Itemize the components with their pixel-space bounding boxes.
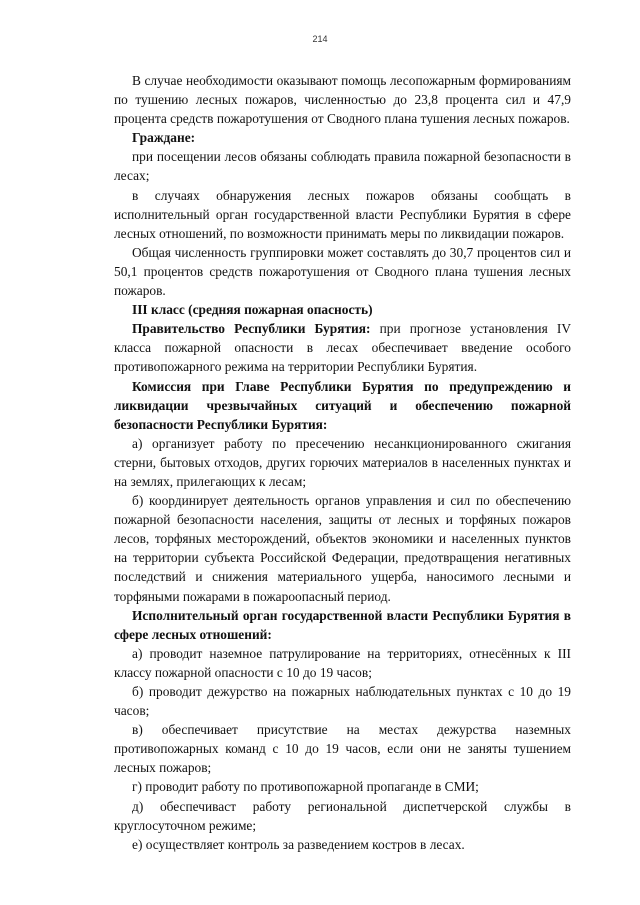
executive-heading: Исполнительный орган государственной власти Республики Бурятия в сфере лесных отношений: [114,607,571,642]
citizens-item: Общая численность группировки может составлять до 30,7 процентов сил и 50,1 процентов средств пожаротушения от Сводного плана тушения лесных пожаров. [114,244,571,299]
commission-item: б) координирует деятельность органов управления и сил по обеспечению пожарной безопасности населения, защиты от лесных и торфяных пожаров лесов, торфяных месторождений, объектов экономики и населенных пунктов на территории субъекта Российской Федерации, предотвращения негативных последствий и снижения материального ущерба, наносимого лесными и торфяными пожарами в пожароопасный период. [114,493,571,604]
government-heading: Правительство Республики Бурятия: [132,321,371,337]
executive-item: г) проводит работу по противопожарной пропаганде в СМИ; [132,779,479,795]
section-title: III класс (средняя пожарная опасность) [132,302,373,318]
page-number: 214 [312,34,328,44]
citizens-heading: Граждане: [132,130,196,146]
executive-item: д) обеспечиваст работу региональной диспетчерской службы в круглосуточном режиме; [114,798,571,833]
government-paragraph [114,319,571,376]
commission-heading: Комиссия при Главе Республики Бурятия по предупреждению и ликвидации чрезвычайных ситуаций и обеспечению пожарной безопасности Республики Бурятия: [114,378,571,432]
page-content [114,71,571,854]
executive-item: а) проводит наземное патрулирование на территориях, отнесённых к III классу пожарной опасности с 10 до 19 часов; [114,645,571,680]
citizens-item: в случаях обнаружения лесных пожаров обязаны сообщать в исполнительный орган государственной власти Республики Бурятия в сфере лесных отношений, по возможности принимать меры по ликвидации пожаров. [114,187,571,241]
executive-item: в) обеспечивает присутствие на местах дежурства наземных противопожарных команд с 10 до 19 часов, если они не заняты тушением лесных пожаров; [114,722,571,776]
executive-item: е) осуществляет контроль за разведением костров в лесах. [132,836,465,852]
citizens-item: при посещении лесов обязаны соблюдать правила пожарной безопасности в лесах; [114,149,571,184]
commission-item: а) организует работу по пресечению несанкционированного сжигания стерни, бытовых отходов, других горючих материалов в населенных пунктах и на землях, прилегающих к лесам; [114,435,571,489]
paragraph-assistance: В случае необходимости оказывают помощь лесопожарным формированиям по тушению лесных пожаров, численностью до 23,8 процента сил и 47,9 процента средств пожаротушения от Сводного плана тушения лесных пожаров. [114,73,571,127]
executive-item: б) проводит дежурство на пожарных наблюдательных пунктах с 10 до 19 часов; [114,684,571,719]
government-text: при прогнозе установления IV класса пожарной опасности в лесах обеспечивает введение особого противопожарного режима на территории Республики Бурятия. [114,321,571,375]
